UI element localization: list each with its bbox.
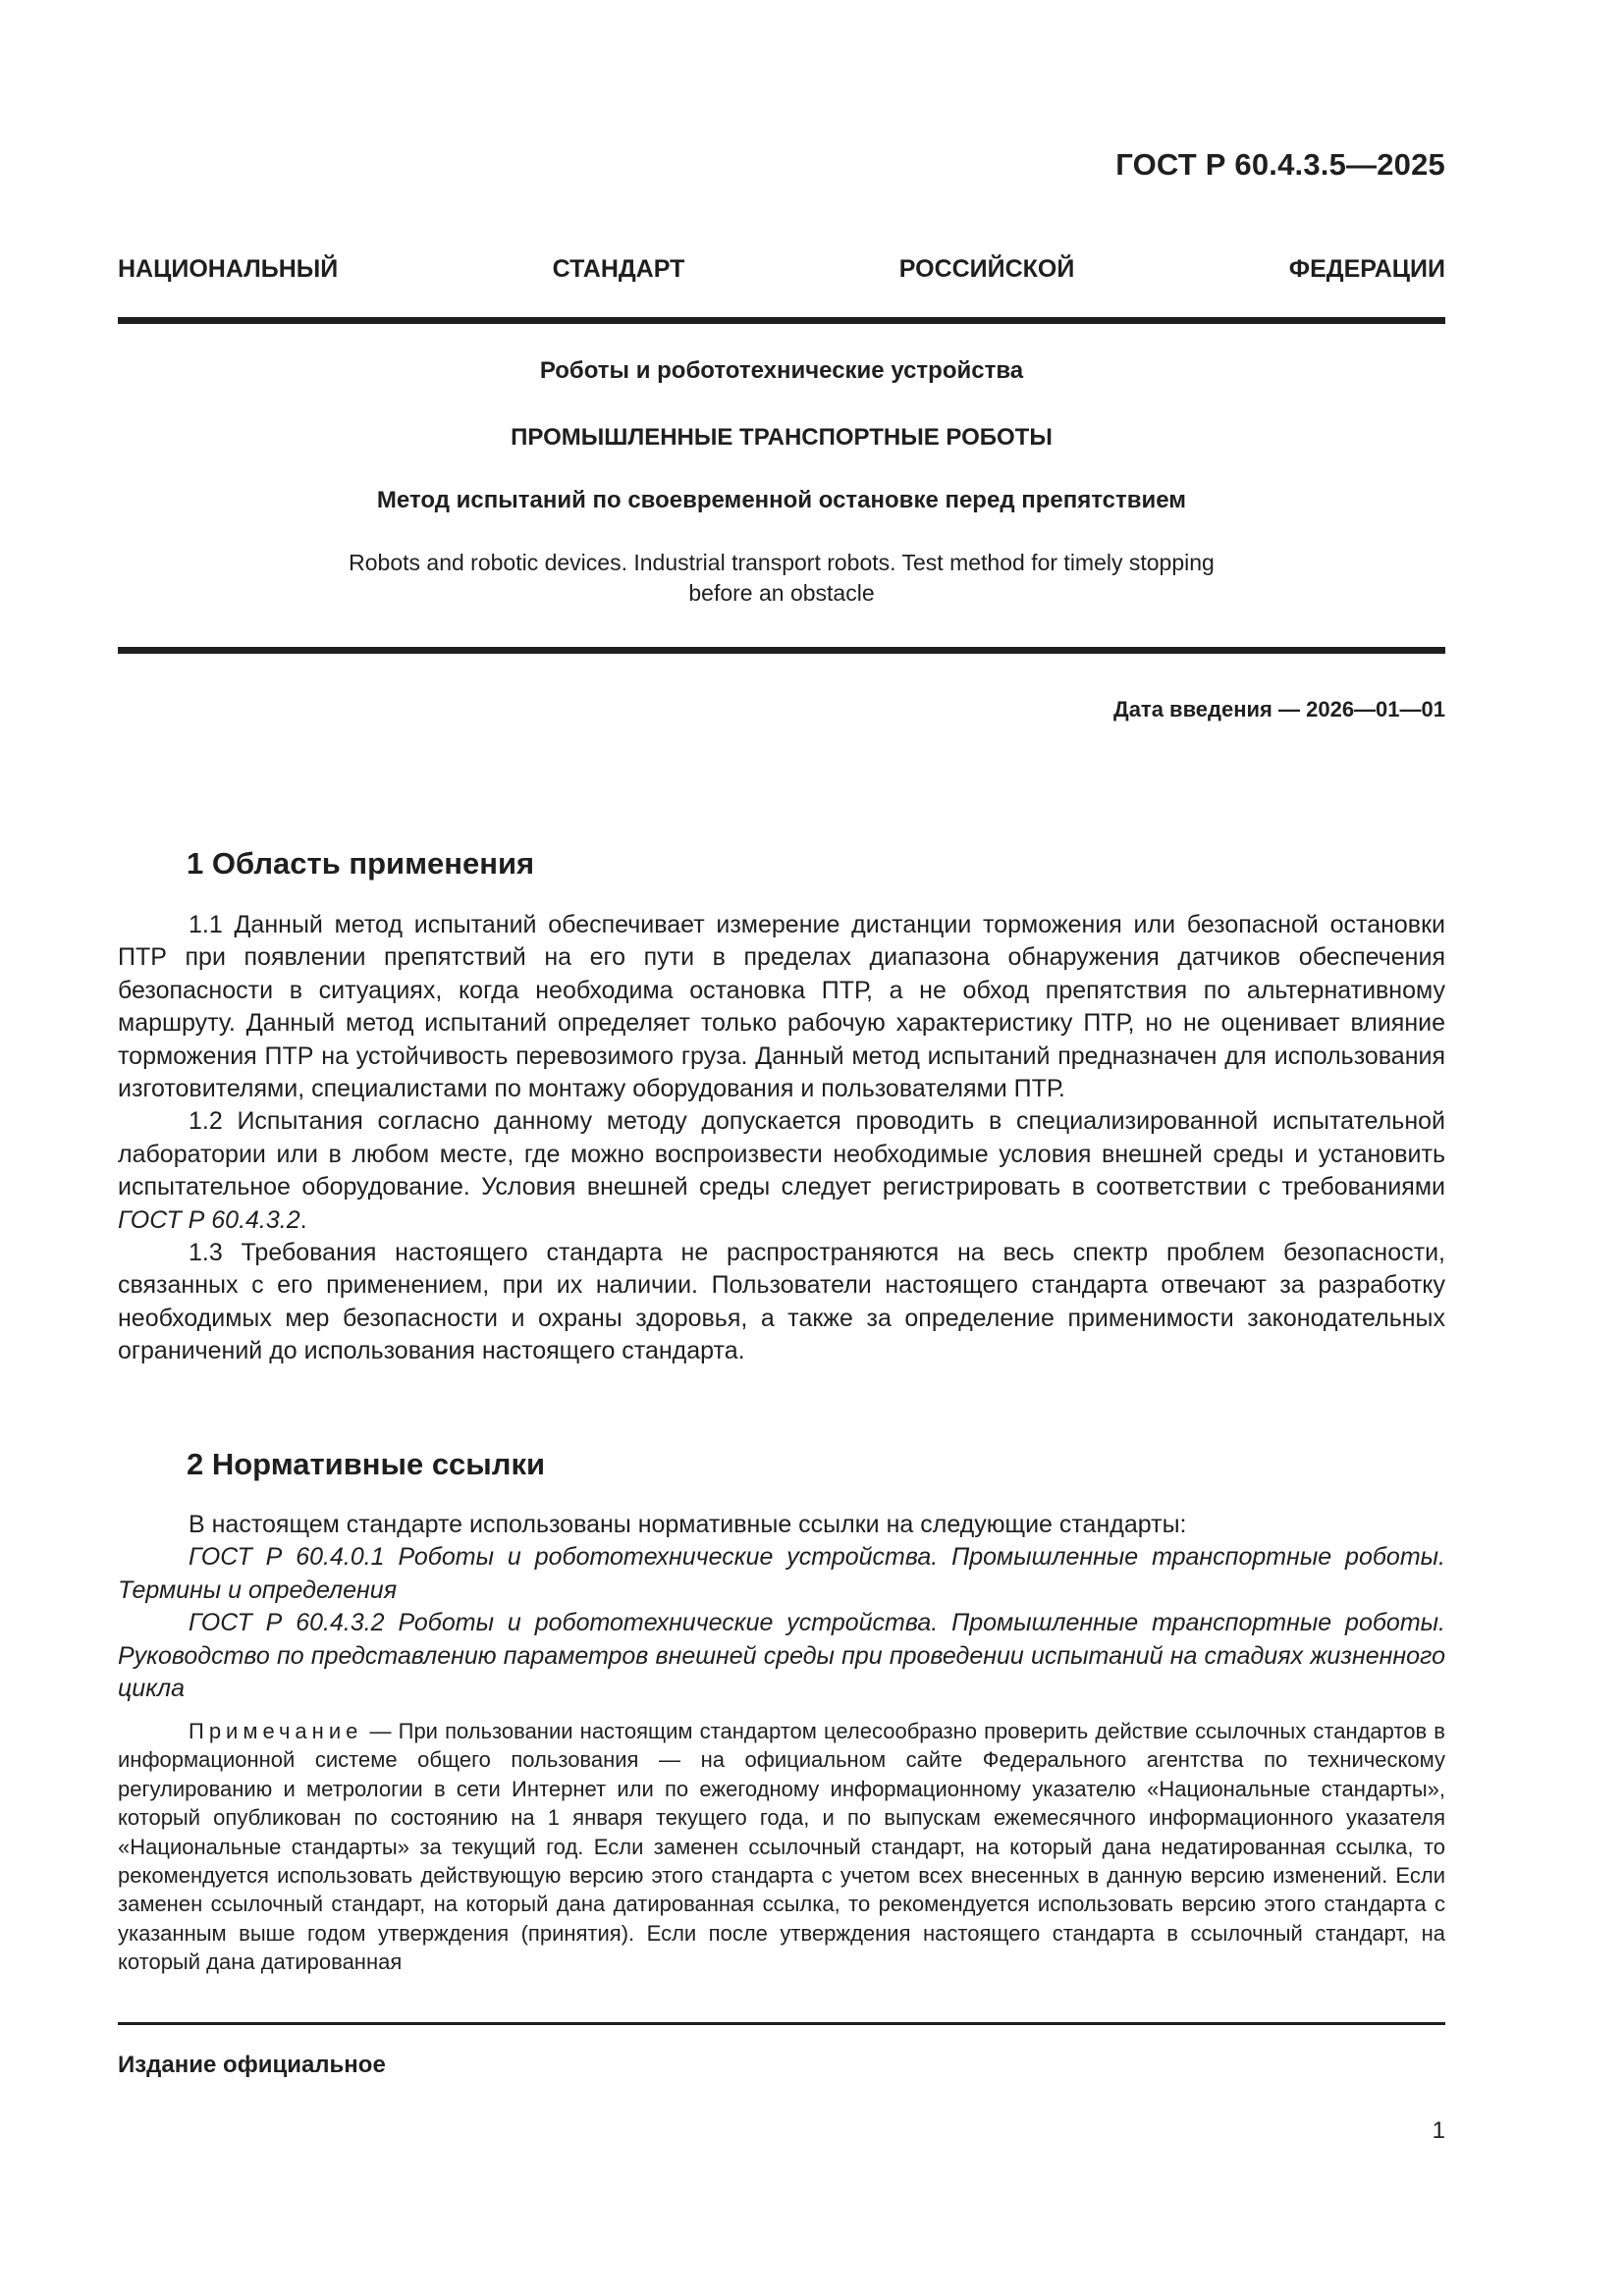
paragraph-1-2 — [118, 1105, 1445, 1237]
note — [118, 1717, 1445, 1977]
paragraph-1-2-text: 1.2 Испытания согласно данному методу допускается проводить в специализированной испытательной лаборатории или в любом месте, где можно воспроизвести необходимые условия внешней среды и установить испытательное оборудование. Условия внешней среды следует регистрировать в соответствии с требованиями — [118, 1107, 1445, 1201]
section-2-heading: 2 Нормативные ссылки — [187, 1447, 546, 1481]
note-text: При пользовании настоящим стандартом целесообразно проверить действие ссылочных стандартов в информационной системе общего пользования — на официальном сайте Федерального агентства по техническому регулированию и метрологии в сети Интернет или по ежегодному информационному указателю «Национальные стандарты», который опубликован по состоянию на 1 января текущего года, и по выпускам ежемесячного информационного указателя «Национальные стандарты» за текущий год. Если заменен ссылочный стандарт, на который дана недатированная ссылка, то рекомендуется использовать действующую версию этого стандарта с учетом всех внесенных в данную версию изменений. Если заменен ссылочный стандарт, на который дана датированная ссылка, то рекомендуется использовать версию этого стандарта с указанным выше годом утверждения (принятия). Если после утверждения настоящего стандарта в ссылочный стандарт, на который дана датированная — [118, 1719, 1445, 1975]
footer-divider — [118, 2022, 1445, 2025]
paragraph-1-2-end: . — [299, 1205, 307, 1234]
note-label: Примечание — [189, 1719, 363, 1743]
paragraph-1-2-reference: ГОСТ Р 60.4.3.2 — [118, 1205, 300, 1234]
standard-subtitle: Метод испытаний по своевременной остановке перед препятствием — [376, 487, 1187, 513]
paragraph-1-1: 1.1 Данный метод испытаний обеспечивает измерение дистанции торможения или безопасной остановки ПТР при появлении препятствий на его пути в пределах диапазона обнаружения датчиков обеспечения безопасности в ситуациях, когда необходима остановка ПТР, а не обход препятствия по альтернативному маршруту. Данный метод испытаний определяет только рабочую характеристику ПТР, но не оценивает влияние торможения ПТР на устойчивость перевозимого груза. Данный метод испытаний предназначен для использования изготовителями, специалистами по монтажу оборудования и пользователями ПТР. — [118, 911, 1445, 1103]
english-title-line2: before an obstacle — [688, 580, 875, 606]
section-1-body — [118, 909, 1445, 1368]
document-number: ГОСТ Р 60.4.3.5—2025 — [1115, 147, 1445, 182]
note-dash: — — [362, 1719, 399, 1743]
section-1-heading: 1 Область применения — [187, 846, 535, 881]
document-page — [118, 0, 1445, 2296]
english-title-line1: Robots and robotic devices. Industrial transport robots. Test method for timely stopping — [349, 550, 1215, 575]
section-2-body — [118, 1509, 1445, 1705]
standard-group-title: Роботы и робототехнические устройства — [539, 357, 1024, 384]
official-edition-label: Издание официальное — [118, 2052, 386, 2078]
national-standard-title: НАЦИОНАЛЬНЫЙ СТАНДАРТ РОССИЙСКОЙ ФЕДЕРАЦИИ — [118, 255, 1445, 283]
page-number: 1 — [1432, 2117, 1445, 2144]
title-divider — [118, 647, 1445, 654]
normative-reference-1: ГОСТ Р 60.4.0.1 Роботы и робототехнические устройства. Промышленные транспортные роботы. Термины и определения — [118, 1543, 1445, 1604]
paragraph-1-3: 1.3 Требования настоящего стандарта не распространяются на весь спектр проблем безопасности, связанных с его применением, при их наличии. Пользователи настоящего стандарта отвечают за разработку необходимых мер безопасности и охраны здоровья, а также за определение применимости законодательных ограничений до использования настоящего стандарта. — [118, 1239, 1445, 1365]
introduction-date: Дата введения — 2026—01—01 — [1113, 697, 1445, 721]
normative-reference-2: ГОСТ Р 60.4.3.2 Роботы и робототехнические устройства. Промышленные транспортные роботы. Руководство по представлению параметров внешней среды при проведении испытаний на стадиях жизненного цикла — [118, 1609, 1445, 1703]
top-divider — [118, 317, 1445, 324]
english-title — [118, 548, 1445, 609]
section-2-intro: В настоящем стандарте использованы нормативные ссылки на следующие стандарты: — [189, 1511, 1187, 1538]
standard-title: ПРОМЫШЛЕННЫЕ ТРАНСПОРТНЫЕ РОБОТЫ — [511, 424, 1053, 451]
